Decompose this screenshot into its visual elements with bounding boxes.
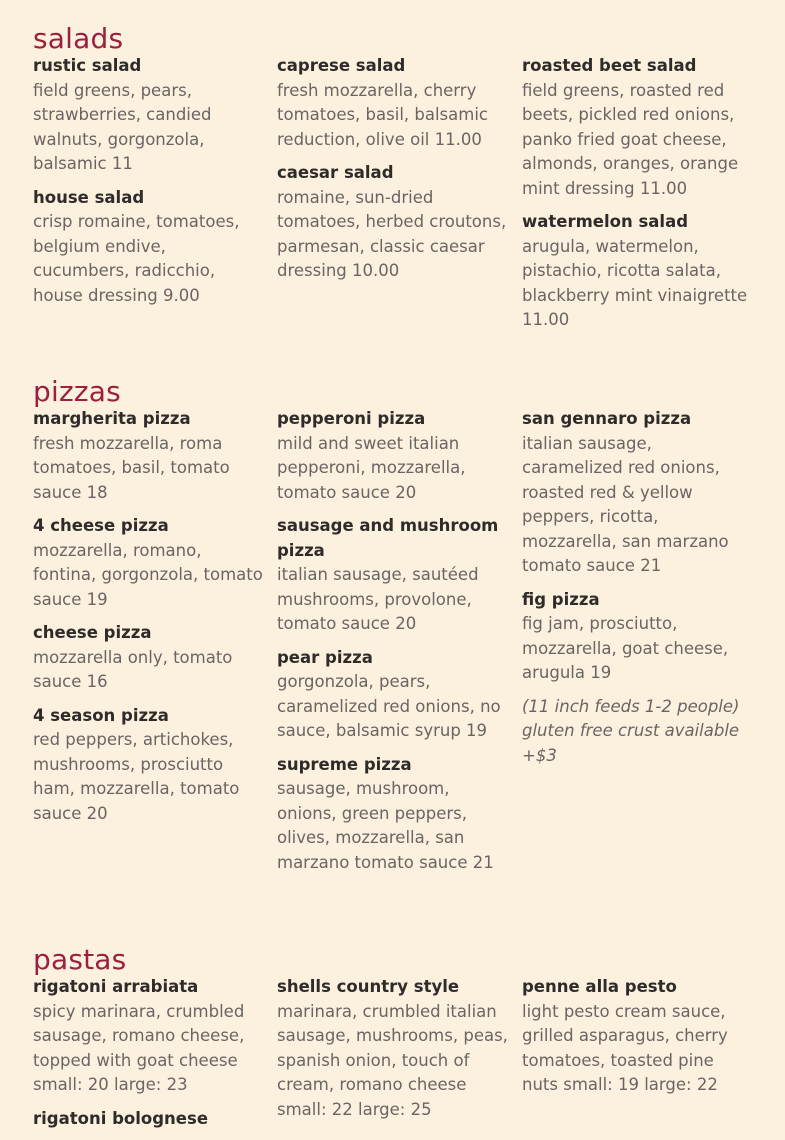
menu-item [277,646,509,744]
salads-section [33,22,763,329]
menu-item [277,161,509,284]
item-description: fresh mozzarella, cherry tomatoes, basil, balsamic reduction, olive oil 11.00 [277,80,488,149]
item-name: caesar salad [277,163,394,182]
menu-item [33,514,265,612]
menu-item [522,975,754,1098]
item-description: mozzarella only, tomato sauce 16 [33,647,233,691]
menu-item [33,975,265,1098]
item-description: mozzarella, romano, fontina, gorgonzola, tomato sauce 19 [33,540,263,609]
menu-item [33,1107,265,1132]
menu-item [277,975,509,1122]
salads-column-1 [33,54,265,317]
item-description: arugula, watermelon, pistachio, ricotta salata, blackberry mint vinaigrette 11.00 [522,236,748,329]
menu-item [277,753,509,876]
item-description: red peppers, artichokes, mushrooms, prosciutto ham, mozzarella, tomato sauce 20 [33,730,240,823]
item-description: fig jam, prosciutto, mozzarella, goat cheese, arugula 19 [522,614,729,682]
item-description: crisp romaine, tomatoes, belgium endive, cucumbers, radicchio, house dressing 9.00 [33,212,240,305]
menu-item [277,54,509,152]
section-title-salads: salads [33,22,124,55]
item-description: field greens, roasted red beets, pickled red onions, panko fried goat cheese, almonds, oranges, orange mint dressing 11.00 [522,80,739,198]
item-name: rustic salad [33,56,142,75]
item-name: pear pizza [277,647,373,667]
item-name: cheese pizza [33,623,152,642]
menu-item [522,407,754,579]
pizza-size-note: (11 inch feeds 1-2 people) gluten free crust available +$3 [522,696,740,765]
menu-item [522,54,754,201]
item-name: penne alla pesto [522,977,677,996]
item-description: fresh mozzarella, roma tomatoes, basil, tomato sauce 18 [33,433,230,502]
menu-item [33,407,265,505]
menu-item [33,621,265,695]
pizzas-column-2 [277,407,509,884]
menu-item [277,514,509,637]
pastas-column-1 [33,975,265,1140]
section-title-pizzas: pizzas [33,375,121,408]
item-name: pepperoni pizza [277,409,426,428]
menu-item [522,210,754,333]
item-name: house salad [33,187,145,207]
item-name: roasted beet salad [522,56,697,75]
menu-item [33,186,265,309]
item-name: margherita pizza [33,409,191,428]
item-description: marinara, crumbled italian sausage, mushrooms, peas, spanish onion, touch of cream, romano cheese small: 22 large: 25 [277,1001,508,1119]
item-name: supreme pizza [277,754,412,774]
item-name: shells country style [277,977,460,996]
item-description: field greens, pears, strawberries, candied walnuts, gorgonzola, balsamic 11 [33,80,212,173]
pastas-column-2 [277,975,509,1131]
salads-column-2 [277,54,509,293]
item-name: san gennaro pizza [522,409,692,428]
item-description: italian sausage, caramelized red onions, roasted red & yellow peppers, ricotta, mozzarella, san marzano tomato sauce 21 [522,433,729,575]
item-description: romaine, sun-dried tomatoes, herbed croutons, parmesan, classic caesar dressing 10.00 [277,187,507,280]
pastas-column-3 [522,975,754,1107]
menu-item [33,704,265,827]
item-description: sausage, mushroom, onions, green peppers, olives, mozzarella, san marzano tomato sauce 21 [277,779,494,872]
item-name: 4 season pizza [33,705,169,725]
item-description: mild and sweet italian pepperoni, mozzarella, tomato sauce 20 [277,433,466,502]
item-name: caprese salad [277,56,406,75]
item-description: light pesto cream sauce, grilled asparagus, cherry tomatoes, toasted pine nuts small: 19 large: 22 [522,1001,728,1094]
item-name: rigatoni arrabiata [33,977,199,996]
item-description: gorgonzola, pears, caramelized red onions, no sauce, balsamic syrup 19 [277,672,501,740]
item-name: 4 cheese pizza [33,516,169,535]
pastas-section [33,943,763,1128]
item-name: fig pizza [522,589,600,609]
menu-item [33,54,265,177]
item-name: sausage and mushroom pizza [277,516,499,560]
pizzas-section [33,375,763,872]
pizzas-column-3 [522,407,754,768]
pizzas-column-1 [33,407,265,835]
section-title-pastas: pastas [33,943,127,976]
item-name: rigatoni bolognese [33,1108,209,1128]
item-description: spicy marinara, crumbled sausage, romano cheese, topped with goat cheese small: 20 large: 23 [33,1001,245,1094]
item-description: italian sausage, sautéed mushrooms, provolone, tomato sauce 20 [277,565,479,633]
salads-column-3 [522,54,754,342]
item-name: watermelon salad [522,212,689,231]
menu-item [277,407,509,505]
menu-item [522,588,754,686]
